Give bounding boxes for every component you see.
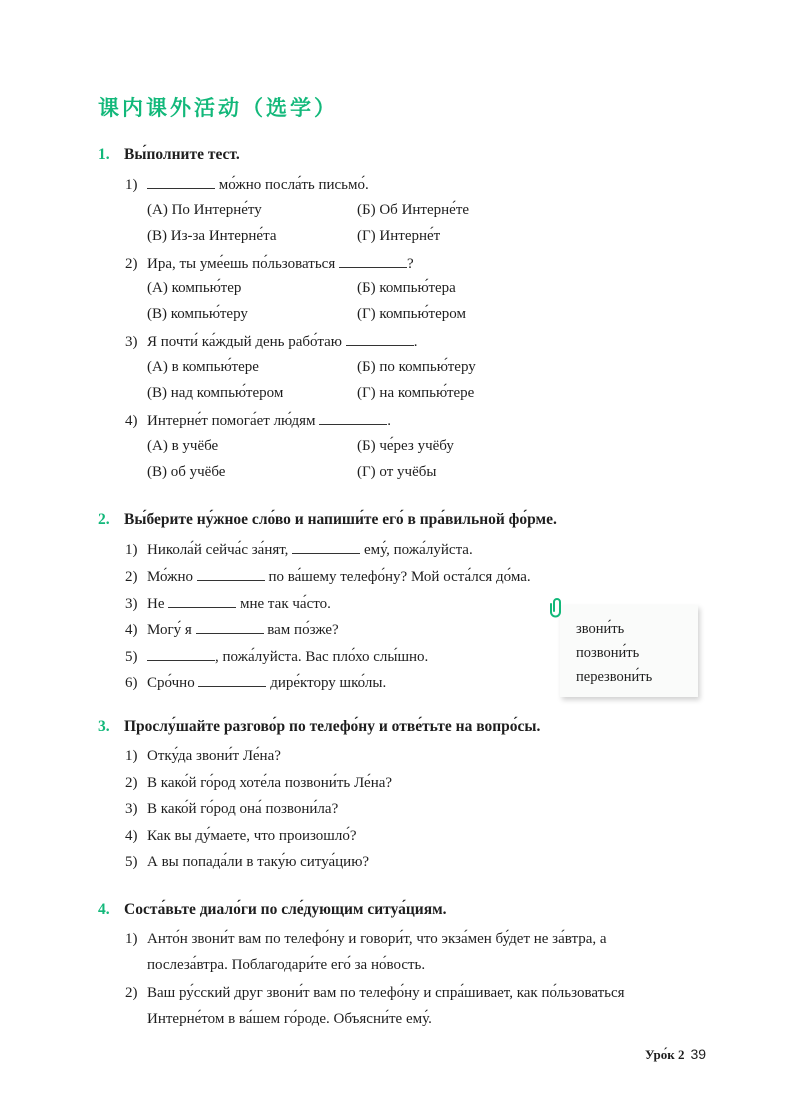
paperclip-icon: [548, 597, 566, 619]
answer-blank: [196, 621, 264, 634]
option-v: (В) над компью́тером: [147, 385, 284, 401]
word-bank-item: звони́ть: [576, 621, 625, 637]
answer-blank: [147, 648, 215, 661]
section-3-title: 3. Прослу́шайте разгово́р по телефо́ну и отве́тьте на вопро́сы.: [98, 718, 541, 735]
option-a: (А) компью́тер: [147, 280, 242, 296]
list-item: 1) Отку́да звони́т Ле́на?: [125, 748, 281, 764]
section-1-title: 1. Вы́полните тест.: [98, 146, 240, 163]
list-item: 2) Мо́жно по ва́шему телефо́ну? Мой оста́лся до́ма.: [125, 569, 531, 585]
section-4-title: 4. Соста́вьте диало́ги по сле́дующим ситуа́циям.: [98, 901, 447, 918]
option-v: (В) Из-за Интерне́та: [147, 228, 277, 244]
list-item: 4) Как вы ду́маете, что произошло́?: [125, 828, 357, 844]
word-bank-item: позвони́ть: [576, 645, 640, 661]
word-bank-item: перезвони́ть: [576, 669, 653, 685]
option-a: (А) в учёбе: [147, 438, 219, 454]
option-g: (Г) Интерне́т: [357, 228, 441, 244]
section-number: 4.: [98, 901, 110, 918]
option-b: (Б) Об Интерне́те: [357, 202, 470, 218]
option-g: (Г) от учёбы: [357, 464, 437, 480]
option-g: (Г) на компью́тере: [357, 385, 475, 401]
answer-blank: [346, 333, 414, 346]
option-a: (А) в компью́тере: [147, 359, 259, 375]
answer-blank: [147, 176, 215, 189]
option-b: (Б) че́рез учёбу: [357, 438, 454, 454]
option-b: (Б) компью́тера: [357, 280, 456, 296]
answer-blank: [292, 541, 360, 554]
page-number: 39: [690, 1046, 707, 1062]
option-v: (В) об учёбе: [147, 464, 226, 480]
section-number: 2.: [98, 511, 110, 528]
option-g: (Г) компью́тером: [357, 306, 466, 322]
answer-blank: [168, 595, 236, 608]
answer-blank: [198, 674, 266, 687]
list-item: 2) В како́й го́род хоте́ла позвони́ть Ле́на?: [125, 775, 393, 791]
option-a: (А) По Интерне́ту: [147, 202, 262, 218]
list-item-continuation: Интерне́том в ва́шем го́роде. Объясни́те ему́.: [147, 1011, 432, 1027]
section-number: 1.: [98, 146, 110, 163]
question-2: 2) Ира, ты уме́ешь по́льзоваться ?: [125, 256, 414, 272]
list-item: 2) Ваш ру́сский друг звони́т вам по телефо́ну и спра́шивает, как по́льзоваться: [125, 985, 625, 1001]
list-item: 3) Не мне так ча́сто.: [125, 596, 331, 612]
question-4: 4) Интерне́т помога́ет лю́дям .: [125, 413, 392, 429]
page-footer: [645, 1046, 706, 1063]
list-item: 5) А вы попада́ли в таку́ю ситуа́цию?: [125, 854, 370, 870]
lesson-label: Уро́к 2: [645, 1047, 685, 1062]
answer-blank: [339, 255, 407, 268]
option-v: (В) компью́теру: [147, 306, 248, 322]
word-bank-note: [560, 605, 698, 697]
list-item: 1) Анто́н звони́т вам по телефо́ну и говори́т, что экза́мен бу́дет не за́втра, а: [125, 931, 607, 947]
list-item: 1) Никола́й сейча́с за́нят, ему́, пожа́луйста.: [125, 542, 473, 558]
section-number: 3.: [98, 718, 110, 735]
page-heading: 课内课外活动（选学）: [98, 96, 338, 120]
list-item: 6) Сро́чно дире́ктору шко́лы.: [125, 675, 387, 691]
list-item: 3) В како́й го́род она́ позвони́ла?: [125, 801, 339, 817]
answer-blank: [319, 412, 387, 425]
answer-blank: [197, 568, 265, 581]
question-3: 3) Я почти́ ка́ждый день рабо́таю .: [125, 334, 418, 350]
list-item: 5) , пожа́луйста. Вас пло́хо слы́шно.: [125, 649, 429, 665]
option-b: (Б) по компью́теру: [357, 359, 476, 375]
list-item-continuation: послеза́втра. Поблагодари́те его́ за но́вость.: [147, 957, 426, 973]
section-2-title: 2. Вы́берите ну́жное сло́во и напиши́те его́ в пра́вильной фо́рме.: [98, 511, 557, 528]
question-1: 1) мо́жно посла́ть письмо́.: [125, 177, 369, 193]
list-item: 4) Могу́ я вам по́зже?: [125, 622, 339, 638]
